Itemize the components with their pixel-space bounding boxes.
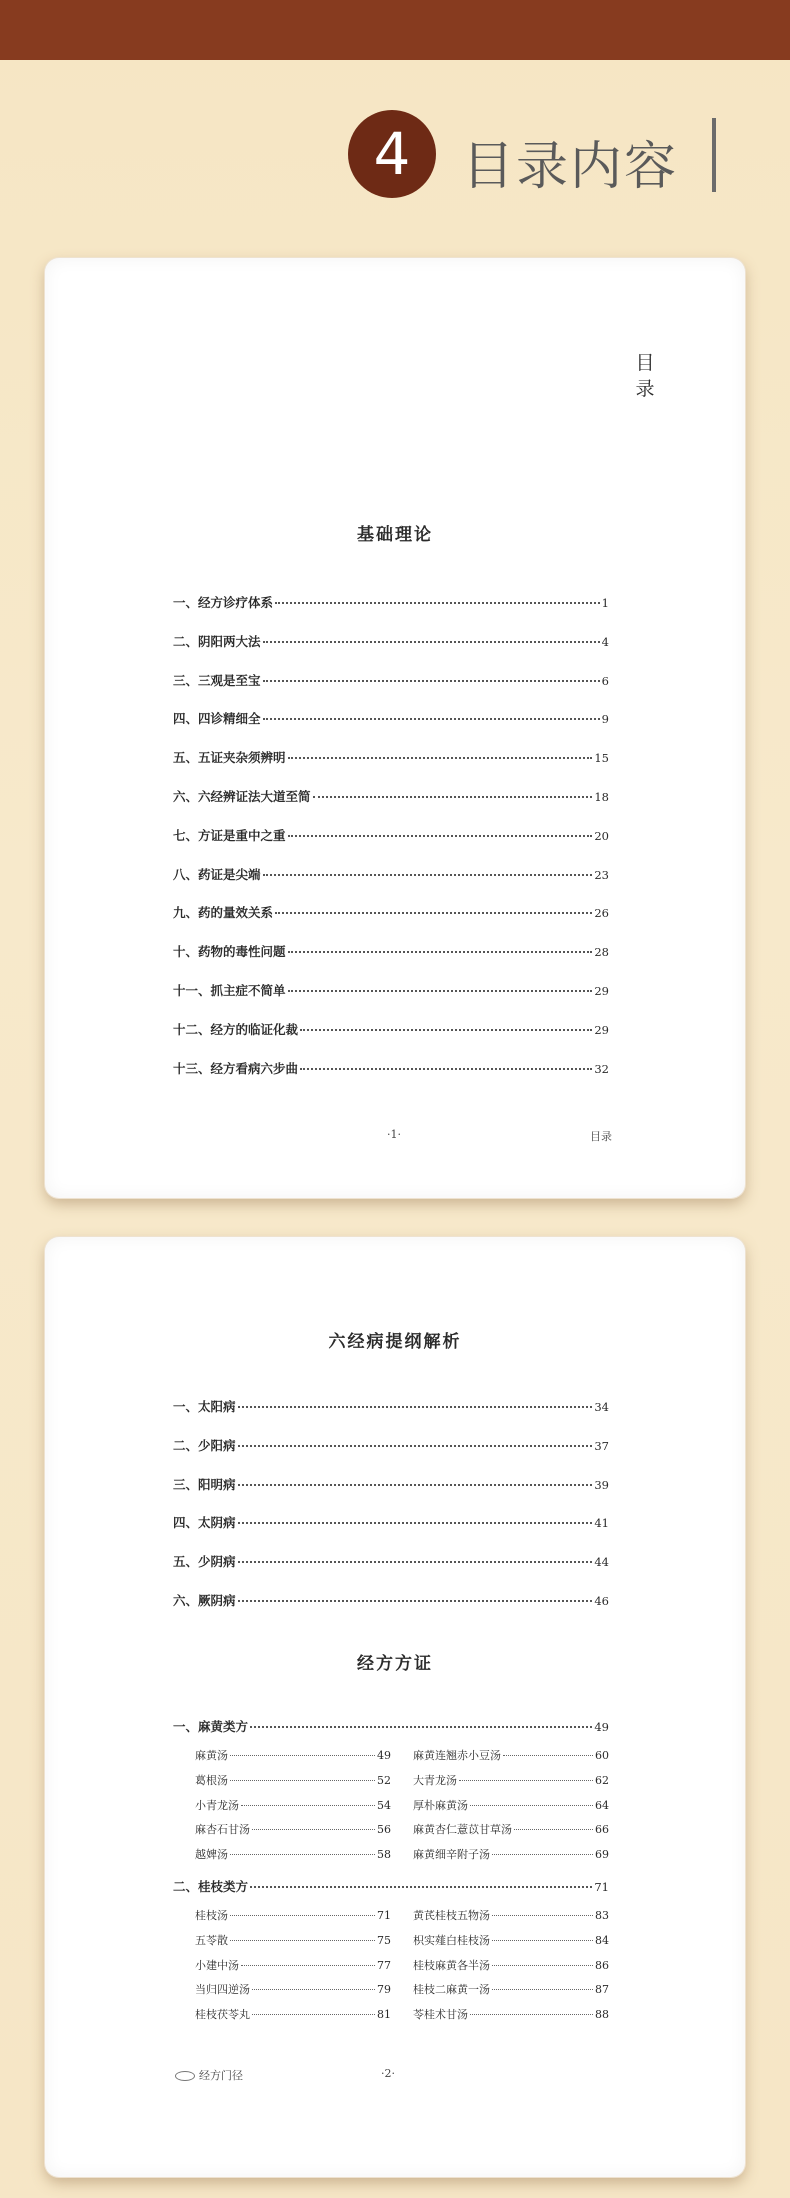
- leader-dots: [250, 1886, 592, 1888]
- toc-subentry-page: 86: [595, 1958, 609, 1972]
- toc-entry[interactable]: [173, 981, 609, 1020]
- toc-subentry[interactable]: [195, 1747, 391, 1772]
- toc-list-basic-theory: [173, 593, 609, 1097]
- vertical-title-char-1: 目: [635, 352, 655, 374]
- group-heading: [173, 1717, 609, 1747]
- toc-subentry-page: 62: [595, 1773, 609, 1787]
- leader-dots: [230, 1940, 375, 1941]
- toc-entry-title: 九、药的量效关系: [173, 905, 274, 921]
- toc-entry-page: 18: [594, 789, 609, 804]
- toc-entry-page: 29: [594, 1022, 609, 1037]
- toc-entry[interactable]: [173, 1436, 609, 1475]
- toc-subentry-title: 麻黄细辛附子汤: [413, 1848, 490, 1862]
- toc-subentry-title: 葛根汤: [195, 1773, 228, 1787]
- toc-subentry[interactable]: [195, 1846, 391, 1871]
- toc-subentry-page: 69: [595, 1848, 609, 1862]
- toc-subentry-page: 60: [595, 1749, 609, 1762]
- toc-entry[interactable]: [173, 1591, 609, 1630]
- group-page: 71: [594, 1880, 609, 1894]
- vertical-title-char-2: 录: [635, 378, 655, 400]
- group-items: [195, 1747, 609, 1871]
- page-number: ·2·: [381, 2067, 395, 2080]
- formula-group-mahuang: [173, 1717, 609, 1871]
- leader-dots: [288, 757, 593, 759]
- toc-entry[interactable]: [173, 1513, 609, 1552]
- toc-entry-page: 39: [594, 1477, 609, 1492]
- toc-entry[interactable]: [173, 1475, 609, 1514]
- toc-entry-title: 十二、经方的临证化裁: [173, 1021, 299, 1037]
- toc-entry[interactable]: [173, 1397, 609, 1436]
- leader-dots: [252, 1989, 375, 1990]
- leader-dots: [288, 835, 593, 837]
- toc-entry-page: 32: [594, 1061, 609, 1076]
- toc-subentry[interactable]: [413, 2006, 609, 2031]
- toc-subentry[interactable]: [413, 1932, 609, 1957]
- formula-group-guizhi: [173, 1877, 609, 2031]
- toc-entry-page: 37: [594, 1438, 609, 1453]
- toc-subentry[interactable]: [413, 1907, 609, 1932]
- toc-entry-title: 一、经方诊疗体系: [173, 595, 274, 610]
- toc-entry[interactable]: [173, 632, 609, 671]
- toc-subentry-page: 58: [377, 1848, 391, 1862]
- toc-entry-page: 1: [601, 596, 609, 610]
- leader-dots: [492, 1854, 593, 1855]
- leader-dots: [238, 1522, 593, 1524]
- toc-entry-title: 十一、抓主症不简单: [173, 982, 286, 998]
- toc-entry-page: 23: [594, 867, 609, 882]
- leader-dots: [275, 602, 600, 604]
- toc-entry-title: 五、少阴病: [173, 1554, 236, 1570]
- leader-dots: [250, 1726, 592, 1728]
- toc-entry-page: 20: [594, 828, 609, 843]
- toc-entry[interactable]: [173, 1059, 609, 1098]
- toc-subentry-page: 87: [595, 1983, 609, 1997]
- toc-subentry-page: 79: [377, 1983, 391, 1997]
- toc-entry[interactable]: [173, 865, 609, 904]
- footer-logo: [175, 2067, 243, 2083]
- six-channel-heading: 六经病提纲解析: [328, 1332, 462, 1352]
- basic-theory-heading: 基础理论: [357, 525, 433, 545]
- toc-entry-page: 28: [594, 945, 609, 960]
- toc-entry-page: 4: [601, 634, 609, 649]
- leader-dots: [492, 1915, 593, 1916]
- toc-subentry[interactable]: [413, 1957, 609, 1982]
- formula-heading: 经方方证: [357, 1654, 433, 1674]
- vertical-title: [635, 350, 655, 402]
- group-heading: [173, 1877, 609, 1907]
- toc-entry[interactable]: [173, 903, 609, 942]
- group-title: 一、麻黄类方: [173, 1719, 249, 1734]
- toc-entry-page: 46: [594, 1593, 609, 1608]
- toc-subentry-title: 黄芪桂枝五物汤: [413, 1909, 490, 1922]
- toc-subentry-title: 当归四逆汤: [195, 1983, 250, 1997]
- leader-dots: [470, 1805, 593, 1806]
- toc-subentry[interactable]: [195, 2006, 391, 2031]
- leader-dots: [238, 1561, 593, 1563]
- toc-subentry-page: 77: [377, 1958, 391, 1972]
- toc-subentry-page: 66: [595, 1823, 609, 1837]
- toc-subentry-page: 84: [595, 1933, 609, 1947]
- leader-dots: [492, 1989, 593, 1990]
- logo-icon: [175, 2071, 195, 2081]
- toc-subentry[interactable]: [413, 1821, 609, 1846]
- toc-subentry[interactable]: [413, 1981, 609, 2006]
- toc-subentry-page: 81: [377, 2008, 391, 2022]
- toc-entry-title: 二、阴阳两大法: [173, 633, 261, 649]
- leader-dots: [313, 796, 593, 798]
- toc-subentry-title: 麻黄汤: [195, 1749, 228, 1762]
- toc-entry-page: 6: [601, 673, 609, 688]
- leader-dots: [514, 1829, 593, 1830]
- leader-dots: [288, 990, 593, 992]
- leader-dots: [238, 1445, 593, 1447]
- toc-entry-title: 三、阳明病: [173, 1476, 236, 1492]
- running-title: 目录: [590, 1130, 612, 1143]
- toc-entry[interactable]: [173, 748, 609, 787]
- leader-dots: [230, 1854, 375, 1855]
- toc-entry[interactable]: [173, 787, 609, 826]
- footer-logo-text: 经方门径: [199, 2069, 243, 2082]
- toc-entry-page: 15: [594, 751, 609, 766]
- leader-dots: [238, 1600, 593, 1602]
- toc-entry-title: 十三、经方看病六步曲: [173, 1060, 299, 1076]
- toc-entry[interactable]: [173, 1020, 609, 1059]
- toc-subentry-title: 枳实薤白桂枝汤: [413, 1933, 490, 1947]
- toc-subentry-title: 桂枝二麻黄一汤: [413, 1983, 490, 1997]
- leader-dots: [492, 1940, 593, 1941]
- toc-subentry-page: 64: [595, 1798, 609, 1812]
- group-title: 二、桂枝类方: [173, 1879, 249, 1894]
- leader-dots: [300, 1029, 592, 1031]
- leader-dots: [263, 680, 600, 682]
- toc-subentry[interactable]: [195, 1797, 391, 1822]
- toc-subentry[interactable]: [413, 1797, 609, 1822]
- toc-subentry[interactable]: [195, 1821, 391, 1846]
- leader-dots: [252, 2014, 375, 2015]
- toc-subentry[interactable]: [195, 1957, 391, 1982]
- toc-entry[interactable]: [173, 593, 609, 632]
- toc-subentry-title: 越婢汤: [195, 1848, 228, 1862]
- toc-entry-title: 五、五证夹杂须辨明: [173, 750, 286, 766]
- leader-dots: [288, 951, 593, 953]
- toc-subentry-page: 56: [377, 1823, 391, 1837]
- toc-entry[interactable]: [173, 942, 609, 981]
- group-page: 49: [594, 1720, 609, 1734]
- leader-dots: [230, 1915, 375, 1916]
- section-title: 目录内容: [462, 137, 679, 197]
- toc-subentry-title: 桂枝麻黄各半汤: [413, 1958, 490, 1972]
- leader-dots: [275, 912, 592, 914]
- toc-entry-title: 八、药证是尖端: [173, 866, 261, 882]
- toc-entry-title: 二、少阳病: [173, 1437, 236, 1453]
- leader-dots: [238, 1484, 593, 1486]
- toc-subentry-title: 麻黄杏仁薏苡甘草汤: [413, 1823, 512, 1837]
- toc-subentry-title: 桂枝茯苓丸: [195, 2008, 250, 2022]
- toc-entry-page: 9: [601, 712, 609, 727]
- leader-dots: [470, 2014, 593, 2015]
- toc-subentry-title: 小建中汤: [195, 1958, 239, 1972]
- leader-dots: [459, 1780, 593, 1781]
- leader-dots: [492, 1965, 593, 1966]
- toc-entry-title: 六、六经辨证法大道至简: [173, 788, 311, 804]
- toc-entry-title: 四、太阴病: [173, 1515, 236, 1531]
- toc-entry-title: 一、太阳病: [173, 1399, 236, 1414]
- header-divider: [712, 118, 716, 192]
- leader-dots: [241, 1805, 375, 1806]
- toc-entry[interactable]: [173, 671, 609, 710]
- toc-subentry-page: 52: [377, 1773, 391, 1787]
- toc-entry-title: 四、四诊精细全: [173, 711, 261, 727]
- toc-entry-title: 十、药物的毒性问题: [173, 944, 286, 960]
- toc-subentry-page: 75: [377, 1933, 391, 1947]
- toc-entry-title: 七、方证是重中之重: [173, 827, 286, 843]
- toc-subentry[interactable]: [195, 1907, 391, 1932]
- toc-list-six-channel: [173, 1397, 609, 1630]
- leader-dots: [263, 718, 600, 720]
- toc-entry-title: 三、三观是至宝: [173, 672, 261, 688]
- toc-entry[interactable]: [173, 1552, 609, 1591]
- leader-dots: [230, 1755, 375, 1756]
- section-number-badge: 4: [348, 110, 436, 198]
- toc-subentry-title: 苓桂术甘汤: [413, 2008, 468, 2022]
- leader-dots: [503, 1755, 593, 1756]
- toc-subentry[interactable]: [413, 1772, 609, 1797]
- toc-subentry[interactable]: [413, 1747, 609, 1772]
- leader-dots: [263, 874, 593, 876]
- toc-subentry[interactable]: [195, 1772, 391, 1797]
- toc-subentry-page: 88: [595, 2008, 609, 2022]
- toc-subentry[interactable]: [195, 1981, 391, 2006]
- leader-dots: [241, 1965, 375, 1966]
- leader-dots: [300, 1068, 592, 1070]
- toc-entry-page: 44: [594, 1555, 609, 1570]
- toc-subentry-page: 49: [377, 1749, 391, 1762]
- toc-subentry-page: 54: [377, 1798, 391, 1812]
- toc-entry-page: 34: [594, 1400, 609, 1414]
- leader-dots: [230, 1780, 375, 1781]
- page-number: ·1·: [387, 1128, 401, 1141]
- leader-dots: [252, 1829, 375, 1830]
- toc-subentry-title: 麻黄连翘赤小豆汤: [413, 1749, 501, 1762]
- toc-subentry-title: 桂枝汤: [195, 1909, 228, 1922]
- section-header: [0, 110, 790, 200]
- toc-subentry-title: 五苓散: [195, 1933, 228, 1947]
- toc-entry[interactable]: [173, 709, 609, 748]
- toc-entry[interactable]: [173, 826, 609, 865]
- toc-entry-page: 26: [594, 906, 609, 921]
- toc-subentry-page: 71: [377, 1909, 391, 1922]
- toc-entry-page: 41: [594, 1516, 609, 1531]
- toc-subentry-title: 麻杏石甘汤: [195, 1823, 250, 1837]
- toc-entry-title: 六、厥阴病: [173, 1592, 236, 1608]
- toc-subentry-title: 大青龙汤: [413, 1773, 457, 1787]
- toc-subentry-title: 厚朴麻黄汤: [413, 1798, 468, 1812]
- group-items: [195, 1907, 609, 2031]
- toc-subentry-page: 83: [595, 1909, 609, 1922]
- toc-page-1: [45, 258, 745, 1198]
- toc-entry-page: 29: [594, 983, 609, 998]
- toc-subentry[interactable]: [195, 1932, 391, 1957]
- toc-page-2: [45, 1237, 745, 2177]
- toc-subentry[interactable]: [413, 1846, 609, 1871]
- top-banner: [0, 0, 790, 60]
- leader-dots: [263, 641, 600, 643]
- toc-subentry-title: 小青龙汤: [195, 1798, 239, 1812]
- leader-dots: [238, 1406, 593, 1408]
